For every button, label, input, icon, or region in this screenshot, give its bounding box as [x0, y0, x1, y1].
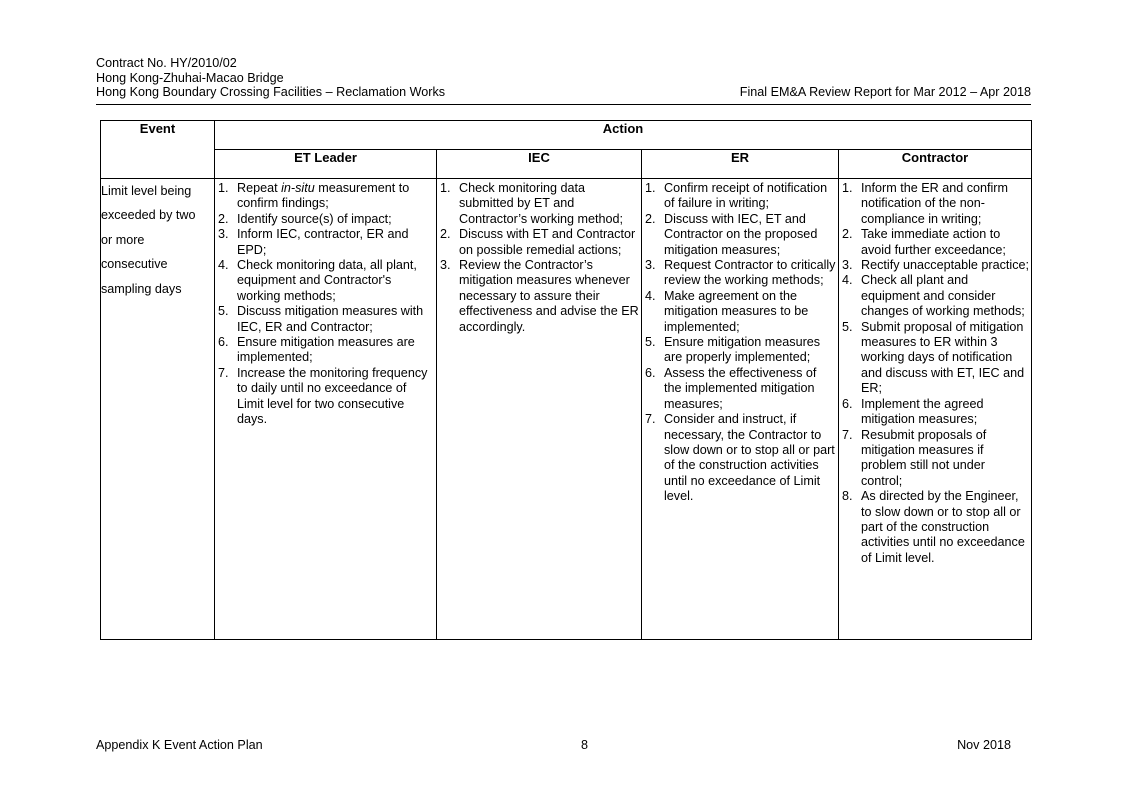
action-item: [218, 258, 434, 304]
item-text: Discuss mitigation measures with IEC, ER and Contractor;: [237, 304, 431, 334]
event-line: sampling days: [101, 281, 182, 296]
action-item: [440, 258, 639, 335]
item-text: Make agreement on the mitigation measures to be implemented;: [664, 288, 809, 334]
item-number: 4.: [842, 273, 853, 288]
action-column-header: Action: [215, 121, 1032, 150]
item-text: Submit proposal of mitigation measures to ER within 3 working days of notification and discuss with ET, IEC and ER;: [861, 319, 1025, 396]
item-text: Inform the ER and confirm notification of the non-compliance in writing;: [861, 181, 1008, 226]
et-leader-header: ET Leader: [215, 150, 437, 179]
action-item: [645, 181, 836, 212]
item-number: 5.: [842, 319, 853, 334]
item-text: Implement the agreed mitigation measures;: [861, 396, 984, 427]
item-number: 4.: [645, 288, 656, 303]
action-item: [645, 212, 836, 258]
action-item: [842, 227, 1029, 258]
item-text: Resubmit proposals of mitigation measures if problem still not under control;: [861, 427, 987, 488]
action-item: [218, 335, 434, 366]
item-number: 7.: [218, 365, 229, 380]
item-number: 3.: [440, 258, 451, 273]
event-action-table: [100, 120, 1032, 640]
et-leader-actions-cell: [215, 179, 437, 640]
item-number: 2.: [440, 227, 451, 242]
event-line: exceeded by two: [101, 208, 196, 223]
item-number: 1.: [842, 181, 853, 195]
action-item: [645, 289, 836, 335]
event-line: or more: [101, 232, 145, 247]
er-actions-cell: [642, 179, 839, 640]
item-text-part: measurement to confirm findings;: [237, 181, 410, 211]
action-item: [218, 181, 434, 212]
item-text: As directed by the Engineer, to slow down or to stop all or part of the construction activities until no exceedance of Limit level.: [861, 489, 1025, 565]
item-number: 7.: [645, 412, 656, 427]
item-text: Check monitoring data submitted by ET and Contractor’s working method;: [459, 181, 624, 226]
iec-header: IEC: [437, 150, 642, 179]
contractor-actions-cell: [839, 179, 1032, 640]
event-line: consecutive: [101, 257, 168, 272]
action-item: [842, 181, 1029, 227]
er-actions-list: [642, 179, 838, 507]
item-text: Take immediate action to avoid further exceedance;: [861, 227, 1006, 257]
item-text: Discuss with ET and Contractor on possible remedial actions;: [459, 227, 636, 257]
action-item: [440, 227, 639, 258]
header-divider: [96, 104, 1031, 105]
action-item: [645, 412, 836, 504]
item-text-part: Repeat: [237, 181, 282, 195]
item-text: Increase the monitoring frequency to daily until no exceedance of Limit level for two consecutive days.: [237, 365, 428, 427]
item-number: 2.: [842, 227, 853, 242]
item-number: 5.: [218, 304, 229, 319]
page-footer: [96, 738, 1011, 752]
event-cell: [101, 179, 215, 640]
item-number: 8.: [842, 489, 853, 504]
iec-actions-cell: [437, 179, 642, 640]
action-item: [218, 212, 434, 227]
item-text: Consider and instruct, if necessary, the Contractor to slow down or to stop all or part of the construction activities until no exceedance of Limit level.: [664, 412, 835, 504]
item-text: Identify source(s) of impact;: [237, 211, 392, 226]
item-number: 1.: [645, 181, 656, 195]
action-item: [842, 489, 1029, 566]
item-text: Request Contractor to critically review the working methods;: [664, 258, 836, 288]
action-item: [645, 366, 836, 412]
page-number: 8: [581, 738, 589, 752]
page-header: [96, 56, 1031, 100]
action-item: [842, 258, 1029, 273]
item-text: Check monitoring data, all plant, equipment and Contractor's working methods;: [237, 258, 417, 303]
item-number: 4.: [218, 258, 229, 273]
action-item: [218, 304, 434, 335]
item-number: 3.: [842, 258, 853, 273]
action-item: [645, 258, 836, 289]
report-title: Final EM&A Review Report for Mar 2012 – Apr 2018: [739, 85, 1031, 99]
item-text-emphasis: in-situ: [281, 181, 315, 195]
item-number: 5.: [645, 335, 656, 350]
item-text: [237, 181, 434, 212]
item-text: Ensure mitigation measures are properly implemented;: [664, 335, 821, 365]
item-number: 6.: [218, 335, 229, 350]
action-item: [218, 227, 434, 258]
item-number: 1.: [218, 181, 229, 195]
et-leader-actions-list: [215, 179, 436, 430]
item-text: Confirm receipt of notification of failure in writing;: [664, 181, 828, 211]
item-text: Assess the effectiveness of the implemented mitigation measures;: [664, 365, 817, 411]
item-text: Ensure mitigation measures are implemented;: [237, 335, 415, 365]
item-number: 3.: [218, 227, 229, 242]
project-name: Hong Kong-Zhuhai-Macao Bridge: [96, 70, 284, 85]
action-item: [842, 320, 1029, 397]
action-item: [645, 335, 836, 366]
item-text: Review the Contractor’s mitigation measures whenever necessary to assure their effectiveness and advise the ER accordingly.: [459, 258, 639, 334]
action-item: [218, 366, 434, 428]
item-number: 3.: [645, 258, 656, 273]
item-text: Rectify unacceptable practice;: [861, 258, 1030, 273]
item-text: Inform IEC, contractor, ER and EPD;: [237, 227, 409, 257]
action-item: [842, 397, 1029, 428]
item-number: 6.: [645, 365, 656, 380]
footer-appendix-title: Appendix K Event Action Plan: [96, 738, 263, 752]
iec-actions-list: [437, 179, 641, 337]
item-number: 2.: [645, 211, 656, 226]
item-number: 7.: [842, 427, 853, 442]
item-number: 1.: [440, 181, 451, 195]
contract-number: Contract No. HY/2010/02: [96, 56, 237, 70]
footer-date: Nov 2018: [957, 738, 1011, 752]
item-number: 6.: [842, 396, 853, 411]
item-text: Check all plant and equipment and consider changes of working methods;: [861, 273, 1025, 319]
event-line: Limit level being: [101, 184, 192, 198]
item-text: Discuss with IEC, ET and Contractor on the proposed mitigation measures;: [664, 211, 818, 257]
item-number: 2.: [218, 211, 229, 226]
er-header: ER: [642, 150, 839, 179]
contractor-actions-list: [839, 179, 1031, 568]
event-column-header: Event: [101, 121, 215, 179]
action-item: [842, 273, 1029, 319]
action-item: [440, 181, 639, 227]
action-item: [842, 428, 1029, 490]
project-subtitle: Hong Kong Boundary Crossing Facilities – Reclamation Works: [96, 85, 446, 99]
contractor-header: Contractor: [839, 150, 1032, 179]
